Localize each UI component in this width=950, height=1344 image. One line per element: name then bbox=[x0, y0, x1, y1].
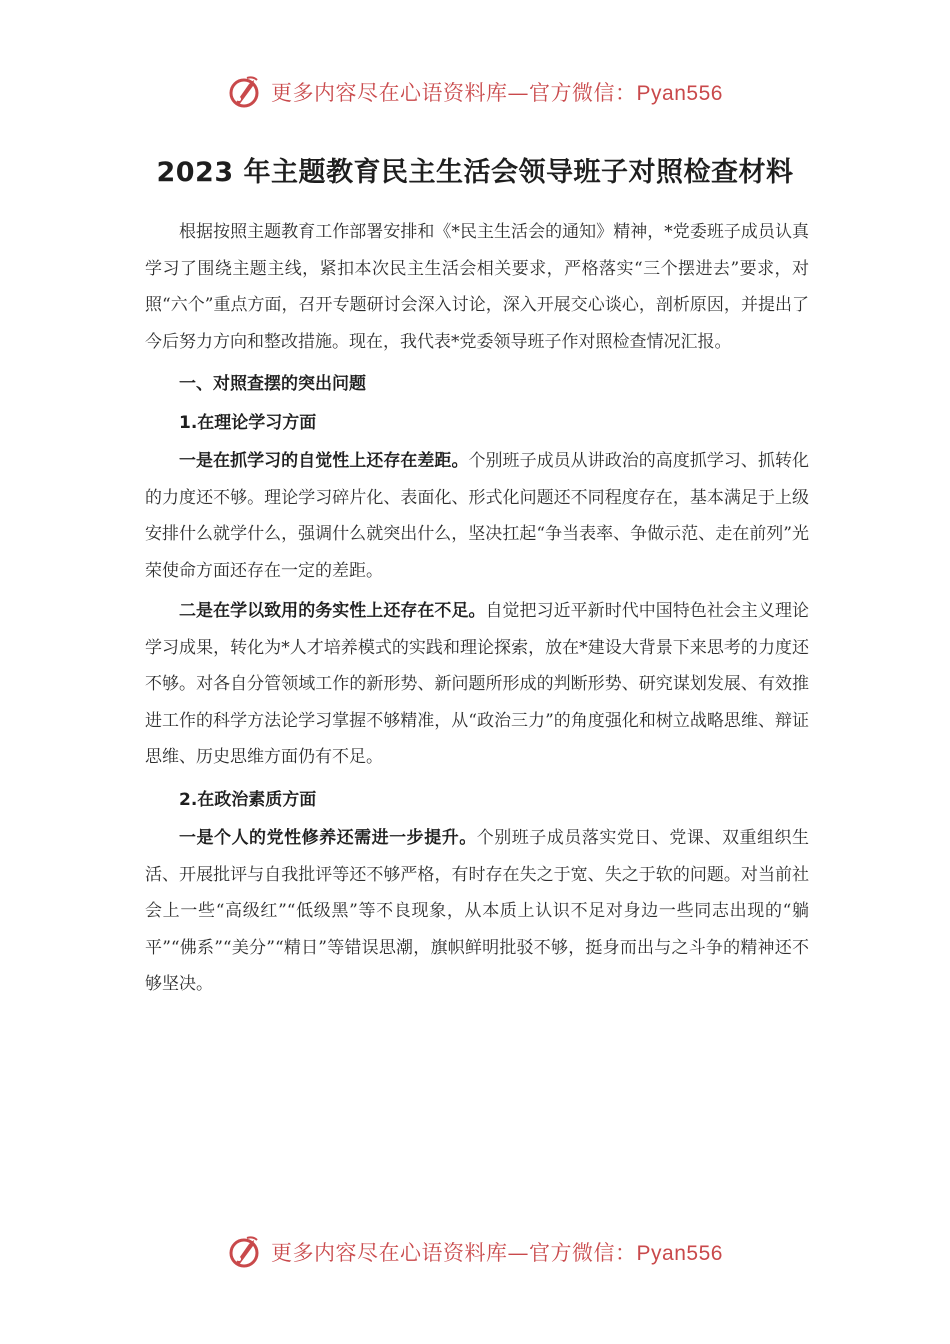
footer-banner bbox=[0, 1230, 950, 1274]
paragraph-theory-2 bbox=[145, 593, 809, 776]
intro-paragraph: 根据按照主题教育工作部署安排和《*民主生活会的通知》精神，*党委班子成员认真学习了围绕主题主线，紧扣本次民主生活会相关要求，严格落实“三个摆进去”要求，对照“六个”重点方面，召开专题研讨会深入讨论，深入开展交心谈心，剖析原因，并提出了今后努力方向和整改措施。现在，我代表*党委领导班子作对照检查情况汇报。 bbox=[145, 222, 809, 352]
pen-logo-icon bbox=[227, 74, 263, 110]
paragraph-lead: 一是在抓学习的自觉性上还存在差距。 bbox=[179, 451, 469, 471]
paragraph-lead: 二是在学以致用的务实性上还存在不足。 bbox=[179, 601, 486, 621]
footer-banner-text: 更多内容尽在心语资料库—官方微信：Pyan556 bbox=[271, 1241, 723, 1265]
wechat-handle: Pyan556 bbox=[636, 82, 723, 105]
subsection-heading-politics: 2.在政治素质方面 bbox=[179, 789, 317, 810]
paragraph-body: 个别班子成员从讲政治的高度抓学习、抓转化的力度还不够。理论学习碎片化、表面化、形式化问题还不同程度存在，基本满足于上级安排什么就学什么，强调什么就突出什么，坚决扛起“争当表率、争做示范、走在前列”光荣使命方面还存在一定的差距。 bbox=[145, 451, 810, 581]
pen-logo-icon bbox=[227, 1234, 263, 1270]
paragraph-lead: 一是个人的党性修养还需进一步提升。 bbox=[179, 828, 477, 848]
header-banner bbox=[0, 70, 950, 114]
paragraph-body: 自觉把习近平新时代中国特色社会主义理论学习成果，转化为*人才培养模式的实践和理论探索，放在*建设大背景下来思考的力度还不够。对各自分管领域工作的新形势、新问题所形成的判断形势、研究谋划发展、有效推进工作的科学方法论学习掌握不够精准，从“政治三力”的角度强化和树立战略思维、辩证思维、历史思维方面仍有不足。 bbox=[145, 601, 809, 767]
paragraph-politics-1 bbox=[145, 820, 809, 1003]
subsection-heading-theory: 1.在理论学习方面 bbox=[179, 412, 317, 433]
wechat-handle: Pyan556 bbox=[636, 1242, 723, 1265]
header-banner-text: 更多内容尽在心语资料库—官方微信：Pyan556 bbox=[271, 81, 723, 105]
paragraph-theory-1 bbox=[145, 443, 809, 589]
section-heading: 一、对照查摆的突出问题 bbox=[179, 374, 366, 394]
document-body bbox=[145, 214, 809, 1003]
paragraph-body: 个别班子成员落实党日、党课、双重组织生活、开展批评与自我批评等还不够严格，有时存在失之于宽、失之于软的问题。对当前社会上一些“高级红”“低级黑”等不良现象，从本质上认识不足对身边一些同志出现的“躺平”“佛系”“美分”“精日”等错误思潮，旗帜鲜明批驳不够，挺身而出与之斗争的精神还不够坚决。 bbox=[145, 828, 810, 994]
document-title: 2023 年主题教育民主生活会领导班子对照检查材料 bbox=[156, 157, 794, 188]
